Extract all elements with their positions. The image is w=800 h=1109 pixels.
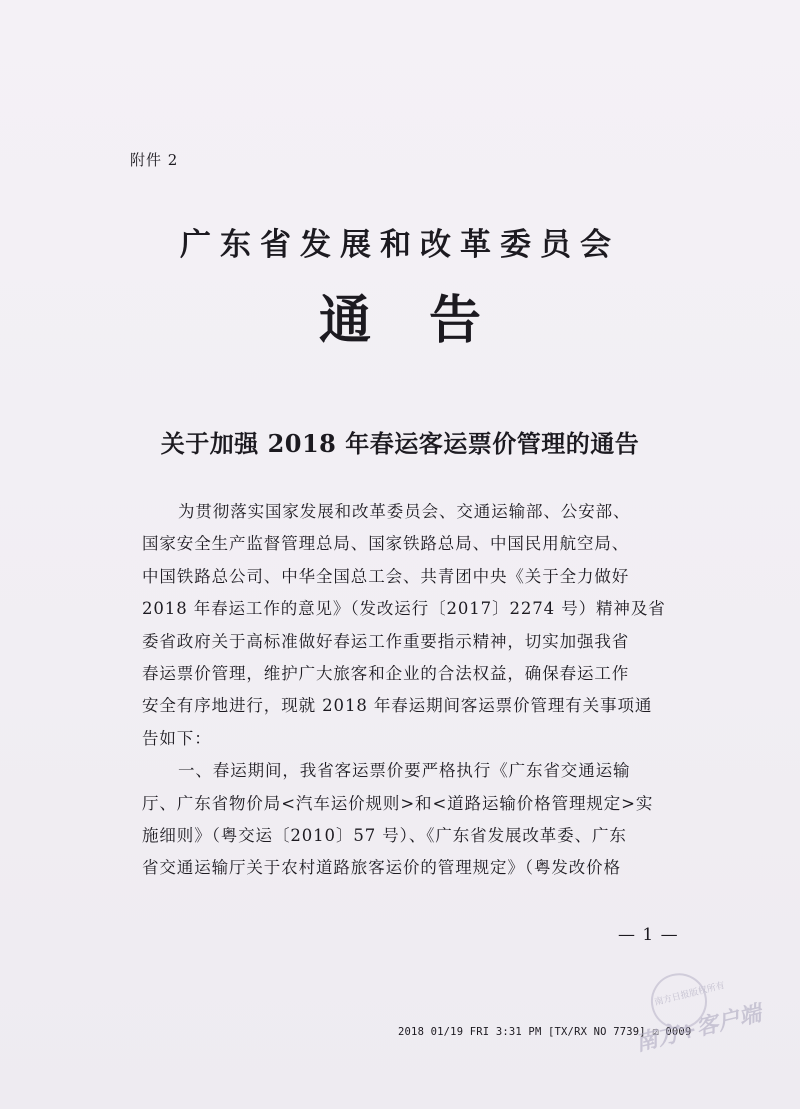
paragraph-line: 2018 年春运工作的意见》（发改运行〔2017〕2274 号）精神及省	[142, 599, 666, 619]
fax-header-line: 2018 01/19 FRI 3:31 PM [TX/RX NO 7739] ☑ 0009	[398, 1026, 692, 1038]
notice-title: 通告	[318, 290, 539, 351]
paragraph-line: 安全有序地进行，现就 2018 年春运期间客运票价管理有关事项通	[142, 696, 653, 716]
paragraph-line: 告如下：	[142, 728, 212, 748]
document-title: 关于加强 2018 年春运客运票价管理的通告	[160, 429, 640, 458]
watermark-big-text: 南方+客户端	[633, 1001, 764, 1057]
watermark	[604, 948, 799, 1075]
paragraph-line: 委省政府关于高标准做好春运工作重要指示精神，切实加强我省	[142, 631, 630, 651]
paragraph-line: 厅、广东省物价局<汽车运价规则>和<道路运输价格管理规定>实	[142, 793, 654, 813]
organization-title: 广东省发展和改革委员会	[180, 227, 620, 263]
attachment-label: 附件 2	[130, 151, 179, 169]
body-text	[142, 496, 702, 885]
page-number: — 1 —	[618, 925, 679, 945]
watermark-small-text: 南方日报版权所有	[653, 980, 726, 1009]
paragraph-line: 为贯彻落实国家发展和改革委员会、交通运输部、公安部、	[178, 502, 631, 521]
paragraph-line: 省交通运输厅关于农村道路旅客运价的管理规定》（粤发改价格	[142, 858, 621, 878]
paragraph-line: 一、春运期间，我省客运票价要严格执行《广东省交通运输	[178, 761, 631, 781]
paragraph-line: 国家安全生产监督管理总局、国家铁路总局、中国民用航空局、	[142, 534, 630, 554]
paragraph-line: 春运票价管理，维护广大旅客和企业的合法权益，确保春运工作	[142, 663, 630, 683]
paragraph-line: 中国铁路总公司、中华全国总工会、共青团中央《关于全力做好	[142, 566, 630, 586]
paragraph-line: 施细则》（粤交运〔2010〕57 号）、《广东省发展改革委、广东	[142, 825, 627, 845]
